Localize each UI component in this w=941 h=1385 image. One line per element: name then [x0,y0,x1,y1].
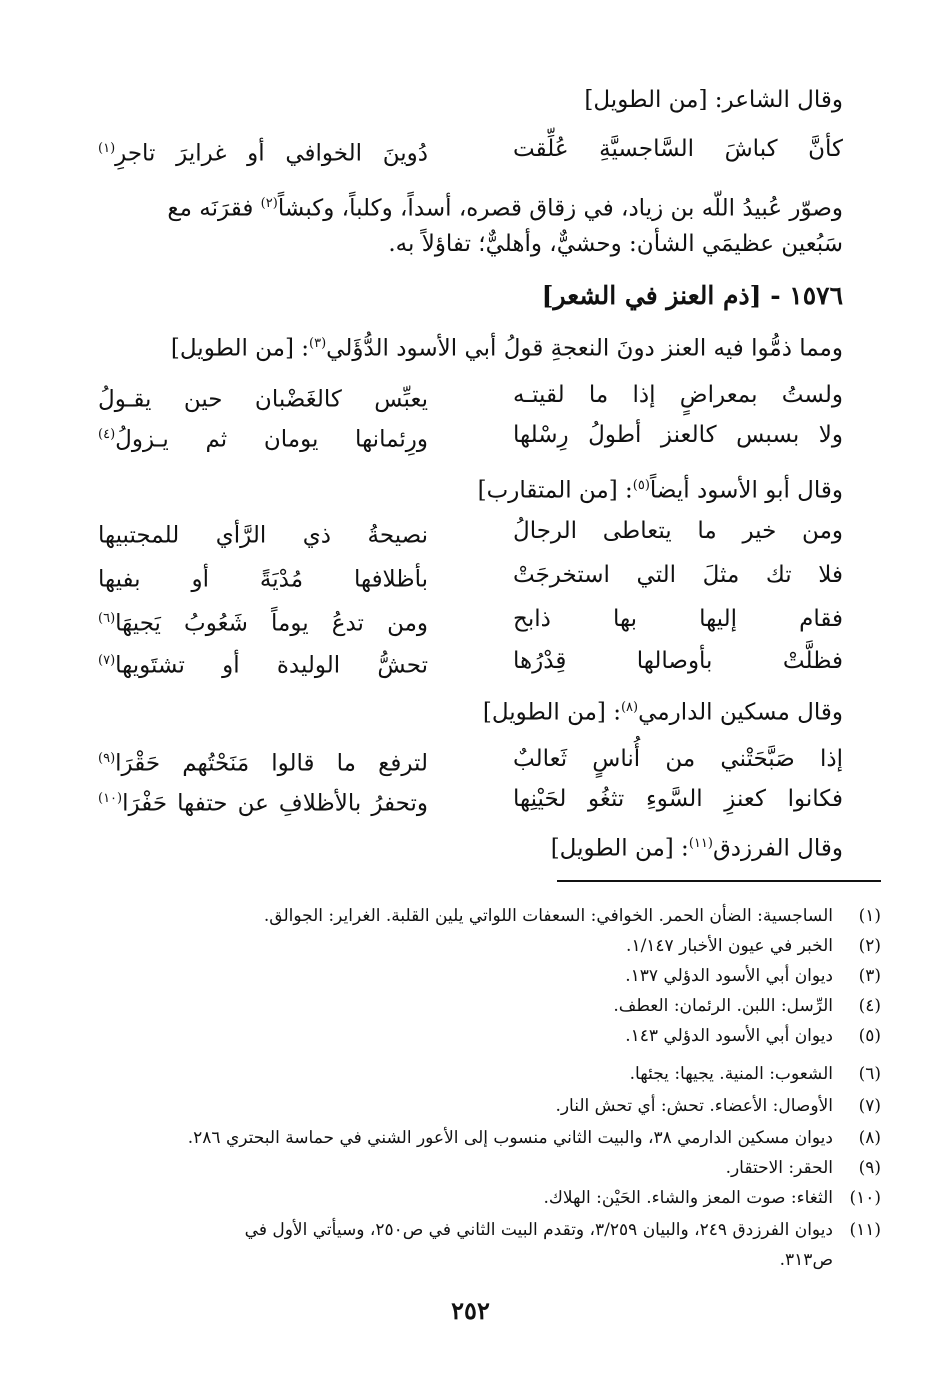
page-number: ٢٥٢ [451,1296,490,1325]
footnote-ref: (٦) [98,611,116,626]
verse-7 [98,642,843,680]
verse-hemistich-first: فلا تك مثلَ التي استخرجَتْ [513,562,843,588]
verse-hemistich-first: ولستُ بمعراضٍ إذا ما لقيتـه [513,382,843,408]
verse-text: تحشُّ الوليدة أو تشتَويها [115,652,428,679]
footnote-number: (٨) [858,1128,881,1148]
footnote-text: الحقر: الاحتقار. [725,1158,833,1178]
footnote-text: الساجسية: الضأن الحمر. الخوافي: السعفات اللواتي يلين القلبة. الغراير: الجوالق. [263,906,833,926]
footnote [98,1154,881,1182]
prose-line [98,186,843,227]
intro-line [98,826,843,867]
footnote-text: ديوان الفرزدق ٢٤٩، والبيان ٣/٢٥٩، وتقدم البيت الثاني في ص٢٥٠، وسيأتي الأول في [244,1220,833,1240]
footnote-text: ص٣١٣. [779,1250,833,1270]
verse-text: ورِئمانها يومان ثم يـزولُ [115,426,428,453]
prose-text: وصوّر عُبيدُ اللّه بن زياد، في زقاق قصره، أسداً، وكلباً، وكبشاً [277,195,843,222]
verse-text: نصيحةُ ذي الرَّأي للمجتبيها [98,522,428,549]
footnote [98,1060,881,1088]
footnote-number: (٣) [858,966,881,986]
verse-hemistich-second [98,130,428,173]
verse-hemistich-first: فقام إليها بها ذابح [513,606,843,632]
verse-text: لترفع ما قالوا مَنَحْتُهم حَقْرَا [115,750,428,777]
footnote-ref: (٤) [98,427,116,442]
verse-hemistich-second [98,740,428,783]
verse-hemistich-second [98,642,428,685]
verse-text: دُوينَ الخوافي أو غرايرَ تاجرِ [115,140,428,167]
footnote-ref: (٢) [260,196,278,211]
footnote-text: ديوان مسكين الدارمي ٣٨، والبيت الثاني منسوب إلى الأعور الشني في حماسة البحتري ٢٨٦. [187,1128,833,1148]
prose-text: : [من الطويل] [170,335,310,362]
verse-text: وتحفرُ بالأظلافِ عن حتفها حَفْرَا [122,790,428,817]
verse-text: ومن تدعُ يوماً شَعُوبُ يَجيهَا [115,610,428,637]
verse-text: يعبِّس كالغَضْبان حين يقـولُ [98,386,428,413]
footnote-text: ديوان أبي الأسود الدؤلي ١٣٧. [625,966,833,986]
footnote-number: (١١) [849,1220,881,1240]
prose-line: سَبُعين عظيمَي الشأن: وحشيٌّ، وأهليٌّ؛ تفاؤلاً به. [388,231,843,257]
footnote-ref: (٨) [620,700,639,715]
verse-hemistich-first: فكانوا كعنزِ السَّوءِ تثغُو لحَيْنِها [513,786,843,812]
section-heading: ١٥٧٦ - [ذم العنز في الشعر] [541,281,843,310]
footnote-text: ديوان أبي الأسود الدؤلي ١٤٣. [625,1026,833,1046]
verse-hemistich-first: ومن خير ما يتعاطى الرجالُ [513,518,843,544]
footnote [98,902,881,930]
footnote-ref: (٧) [98,653,116,668]
verse-hemistich-first: إذا صَبَّحَتْني من أُناسٍ ثَعالبٌ [513,746,843,772]
prose-text: : [من الطويل] [482,699,621,726]
verse-hemistich-second [98,376,428,419]
verse-6 [98,600,843,638]
footnote [98,1216,881,1244]
footnote-number: (١) [858,906,881,926]
verse-4 [98,512,843,550]
footnote-ref: (٩) [98,751,116,766]
footnote-number: (٤) [858,996,881,1016]
footnote-ref: (١٠) [98,791,123,806]
footnote [98,962,881,990]
footnote [98,1184,881,1212]
verse-hemistich-first: فظلَّتْ بأوصالها قِدْرُها [513,648,843,674]
footnote-ref: (٥) [632,478,650,493]
footnote-divider [557,880,881,882]
verse-2 [98,376,843,414]
prose-text: وقال أبو الأسود أيضاً [649,477,843,504]
footnote-number: (١٠) [849,1188,881,1208]
footnote [98,932,881,960]
verse-3 [98,416,843,454]
footnote-number: (٩) [858,1158,881,1178]
verse-hemistich-second [98,556,428,599]
footnote-continuation [98,1246,881,1274]
prose-text: فقرَنَه مع [167,195,254,222]
footnote [98,1092,881,1120]
prose-text: وقال الفرزدق [712,835,843,862]
footnote-text: الثغاء: صوت المعز والشاء. الحَيْن: الهلاك. [543,1188,833,1208]
verse-hemistich-first: ولا بسبس كالعنز أطولُ رِسْلها [513,422,843,448]
footnote-ref: (١١) [688,836,713,851]
footnote-number: (٥) [858,1026,881,1046]
verse-1 [98,130,843,168]
prose-text: ومما ذمُّوا فيه العنز دونَ النعجةِ قولُ أبي الأسود الدُّؤَلي [326,335,843,362]
prose-text: : [من الطويل] [550,835,689,862]
footnote-ref: (٣) [309,336,327,351]
footnote [98,1022,881,1050]
intro-line [98,468,843,509]
verse-9 [98,780,843,818]
footnote-text: الرِّسل: اللبن. الرئمان: العطف. [613,996,833,1016]
footnote-number: (٦) [858,1064,881,1084]
prose-text: وقال مسكين الدارمي [638,699,843,726]
intro-line [98,326,843,367]
verse-hemistich-first: كأنَّ كباشَ السَّاجسيَّةِ عُلِّقت [513,136,843,162]
footnote-text: الشعوب: المنية. يجيها: يجئها. [629,1064,833,1084]
footnote-text: الخبر في عيون الأخبار ١/١٤٧. [626,936,833,956]
intro-line-poet: وقال الشاعر: [من الطويل] [584,87,843,113]
verse-hemistich-second [98,512,428,555]
footnote [98,1124,881,1152]
footnote-ref: (١) [98,141,116,156]
verse-hemistich-second [98,780,428,823]
footnote [98,992,881,1020]
footnote-number: (٢) [858,936,881,956]
intro-line [98,690,843,731]
verse-5 [98,556,843,594]
prose-text: : [من المتقارب] [477,477,633,504]
verse-hemistich-second [98,416,428,459]
verse-hemistich-second [98,600,428,643]
footnote-text: الأوصال: الأعضاء. تحش: أي تحش النار. [555,1096,833,1116]
verse-8 [98,740,843,778]
verse-text: بأظلافها مُدْيَةً أو بفيها [98,566,428,593]
footnote-number: (٧) [858,1096,881,1116]
